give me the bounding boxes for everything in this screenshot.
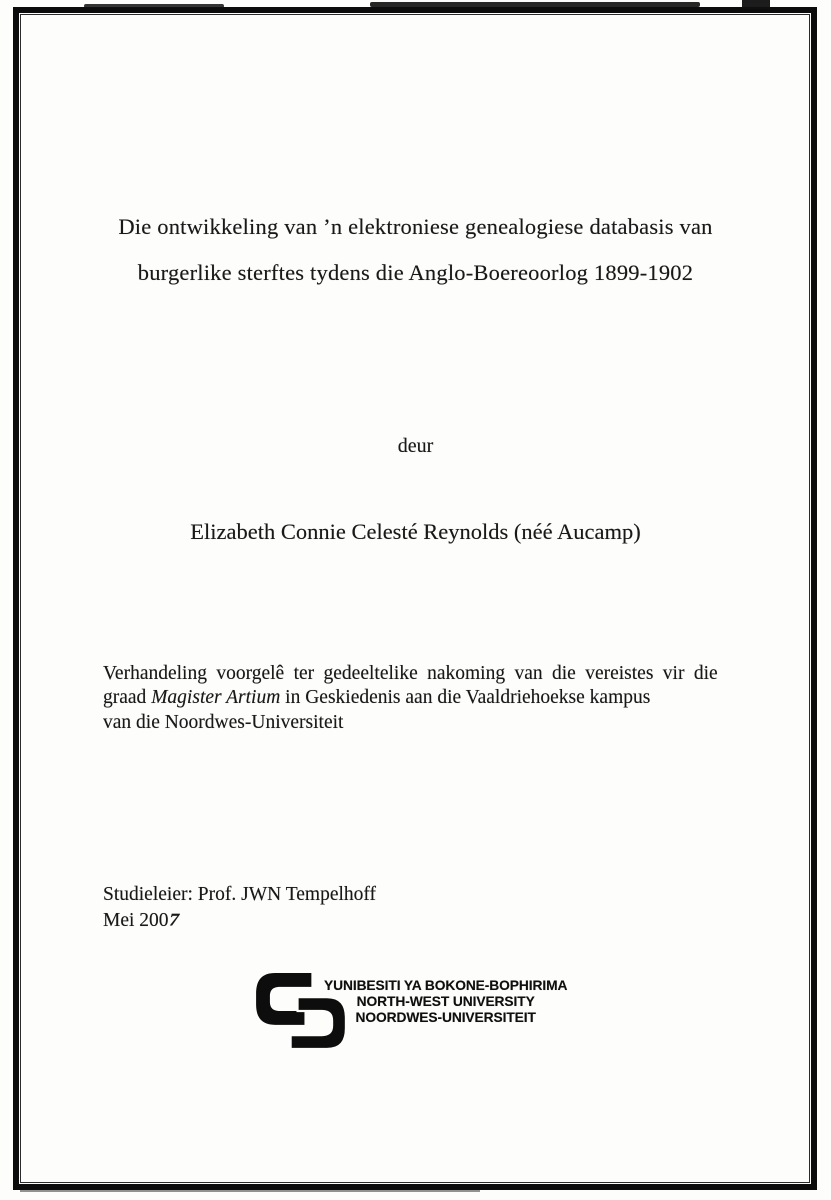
logo-line-setswana: YUNIBESITI YA BOKONE-BOPHIRIMA — [324, 978, 568, 993]
degree-declaration — [103, 662, 718, 735]
declaration-line1: Verhandeling voorgelê ter gedeeltelike nakoming van die vereistes vir die — [103, 663, 718, 684]
declaration-line2-suffix: in Geskiedenis aan die Vaaldriehoekse kampus — [280, 687, 651, 709]
declaration-line2 — [103, 686, 718, 710]
thesis-title-line2: burgerlike sterftes tydens die Anglo-Boereoorlog 1899-1902 — [137, 260, 694, 285]
logo-wordmark — [324, 978, 567, 1026]
scan-artifact — [84, 4, 224, 8]
declaration-line2-prefix: graad — [103, 687, 152, 709]
supervisor-line: Studieleier: Prof. JWN Tempelhoff — [103, 884, 377, 905]
thesis-title — [0, 204, 831, 296]
degree-name: Magister Artium — [151, 687, 281, 709]
logo-line-english: NORTH-WEST UNIVERSITY — [356, 994, 535, 1009]
date-last-digit: 7 — [166, 910, 181, 930]
scan-artifact — [20, 1189, 480, 1192]
date-line — [103, 908, 376, 934]
author-name: Elizabeth Connie Celesté Reynolds (néé Aucamp) — [190, 519, 641, 544]
byline-label: deur — [397, 435, 434, 457]
declaration-line3: van die Noordwes-Universiteit — [103, 711, 344, 733]
logo-line-afrikaans: NOORDWES-UNIVERSITEIT — [355, 1010, 536, 1025]
supervisor-block — [103, 882, 376, 933]
university-logo — [256, 973, 567, 1049]
scan-artifact — [742, 0, 770, 9]
date-prefix: Mei 200 — [103, 909, 169, 931]
scan-artifact — [370, 2, 700, 7]
thesis-title-line1: Die ontwikkeling van ’n elektroniese genealogiese databasis van — [118, 214, 713, 239]
